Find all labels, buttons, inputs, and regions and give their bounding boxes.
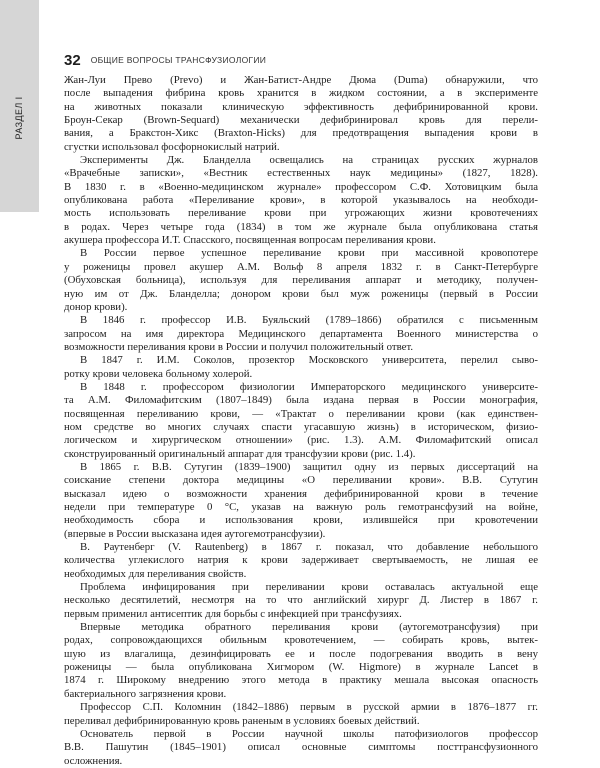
text-line: ном средстве во многих случаях спасти угасавшую жизнь) в историческом, физио- <box>64 420 538 433</box>
text-line: акушера профессора И.Т. Спасского, посвященная вопросам переливания крови. <box>64 234 436 247</box>
text-line: необходимых для переливания свойств. <box>64 567 247 580</box>
text-line: (впервые в России высказана идея аутогемотрансфузии). <box>64 527 326 540</box>
text-line: та А.М. Филомафитским (1807–1849) была издана первая в России монография, <box>64 394 538 407</box>
text-line: несколько десятилетий, несмотря на то что английский хирург Д. Листер в 1867 г. <box>64 594 538 607</box>
text-line: В 1846 г. профессор И.В. Буяльский (1789–1866) обратился с письменным <box>80 314 538 327</box>
text-line: сгустки использовал фосфорнокислый натрий. <box>64 140 280 153</box>
text-line: Основатель первой в России научной школы патофизиологов профессор <box>80 727 538 740</box>
text-line: бактериального загрязнения крови. <box>64 687 227 700</box>
text-line: В России первое успешное переливание крови при массивной кровопотере <box>80 247 538 260</box>
text-line: (Обуховская больница), используя для переливания аппарат и методику, получен- <box>64 274 538 287</box>
paragraph <box>64 728 538 768</box>
paragraph <box>64 581 538 621</box>
page-header <box>64 48 540 72</box>
text-line: на животных показали клиническую эффективность дефибринированной крови. <box>64 100 538 113</box>
paragraph <box>64 314 538 354</box>
text-line: количества углекислого натрия к крови задерживает свертываемость, не лишая ее <box>64 554 538 567</box>
text-line: посвященная переливанию крови, — «Трактат о переливании крови (как единствен- <box>64 407 538 420</box>
paragraph <box>64 154 538 247</box>
text-line: запросом на имя директора Медицинского департамента Военного министерства о <box>64 327 538 340</box>
text-line: Проблема инфицирования при переливании крови оставалась актуальной еще <box>80 581 538 594</box>
paragraph <box>64 381 538 461</box>
text-line: родах, сопровождающихся обильным кровотечением, — собирать кровь, вытек- <box>64 634 538 647</box>
text-line: осложнения. <box>64 754 123 767</box>
paragraph <box>64 74 538 154</box>
text-line: 1874 г. Широкому внедрению этого метода в практику мешала высокая опасность <box>64 674 538 687</box>
text-line: мость использовать переливание крови при угрожающих жизни кровотечениях <box>64 207 538 220</box>
text-line: необходимость сбора и использования крови, излившейся при кровотечении <box>64 514 538 527</box>
text-line: высказал идею о возможности хранения дефибринированной крови в течение <box>64 487 538 500</box>
text-line: опубликована работа «Переливание крови», в которой указывалось на необходи- <box>64 194 538 207</box>
text-line: логическом и хирургическом отношении» (рис. 1.3). А.М. Филомафитский описал <box>64 434 538 447</box>
text-line: в родах. Через четыре года (1834) в том же журнале была опубликована статья <box>64 220 538 233</box>
paragraph <box>64 541 538 581</box>
text-line: Жан-Луи Прево (Prevo) и Жан-Батист-Андре Дюма (Duma) обнаружили, что <box>64 74 538 86</box>
paragraph <box>64 701 538 728</box>
text-line: шую из влагалища, дезинфицировать ее и после подогревания вводить в вену <box>64 647 538 660</box>
text-line: В 1830 г. в «Военно-медицинском журнале» профессором С.Ф. Хотовицким была <box>64 180 538 193</box>
paragraph <box>64 354 538 381</box>
text-line: у роженицы провел акушер А.М. Вольф 8 апреля 1832 г. в Санкт-Петербурге <box>64 260 538 273</box>
text-line: В 1848 г. профессором физиологии Императорского медицинского университе- <box>80 380 538 393</box>
section-label: РАЗДЕЛ I <box>14 96 24 140</box>
paragraph <box>64 621 538 701</box>
text-line: В 1847 г. И.М. Соколов, прозектор Московского университета, перелил сыво- <box>80 354 538 367</box>
text-line: первым применил антисептик для борьбы с инфекцией при трансфузиях. <box>64 607 402 620</box>
text-line: Эксперименты Дж. Бланделла освещались на страницах русских журналов <box>80 154 538 167</box>
text-line: сконструированный оригинальный аппарат для трансфузии крови (рис. 1.4). <box>64 447 416 460</box>
text-line: ротку крови человека больному холерой. <box>64 367 253 380</box>
text-line: ную им от Дж. Бланделла; донором крови был муж роженицы (первый в России <box>64 287 538 300</box>
text-line: соискание степени доктора медицины «О переливании крови». В.В. Сутугин <box>64 474 538 487</box>
paragraph <box>64 461 538 541</box>
page-number: 32 <box>64 51 81 69</box>
text-line: В.В. Пашутин (1845–1901) описал основные симптомы посттрансфузионного <box>64 741 538 754</box>
text-line: переливал дефибринированную кровь раненым в условиях боевых действий. <box>64 714 420 727</box>
text-line: В. Раутенберг (V. Rautenberg) в 1867 г. показал, что добавление небольшого <box>80 541 538 554</box>
text-line: вания, а Бракстон-Хикс (Braxton-Hicks) для предотвращения выпадения крови в <box>64 127 538 140</box>
text-line: роженицы — была опубликована Хигмором (W. Higmore) в журнале Lancet в <box>64 661 538 674</box>
text-line: Броун-Секар (Brown-Sequard) механически дефибринировал кровь для перели- <box>64 114 538 127</box>
paragraph <box>64 247 538 314</box>
text-line: возможности переливания крови в России и получил положительный ответ. <box>64 340 414 353</box>
body-text <box>64 74 538 768</box>
text-line: Впервые методика обратного переливания крови (аутогемотрансфузия) при <box>80 621 538 634</box>
section-side-tab <box>0 0 39 212</box>
text-line: недели при температуре 0 °С, указав на важную роль гемотрансфузий на войне, <box>64 501 538 513</box>
text-line: В 1865 г. В.В. Сутугин (1839–1900) защитил одну из первых диссертаций на <box>80 460 538 473</box>
text-line: Профессор С.П. Коломнин (1842–1886) первым в русской армии в 1876–1877 гг. <box>80 701 538 714</box>
text-line: после выпадения фибрина кровь хранится в жидком состоянии, а в эксперименте <box>64 87 538 100</box>
text-line: донор крови). <box>64 300 128 313</box>
text-line: «Врачебные записки», «Вестник естественных наук медицины» (1827, 1828). <box>64 167 538 180</box>
running-head: ОБЩИЕ ВОПРОСЫ ТРАНСФУЗИОЛОГИИ <box>90 55 267 65</box>
